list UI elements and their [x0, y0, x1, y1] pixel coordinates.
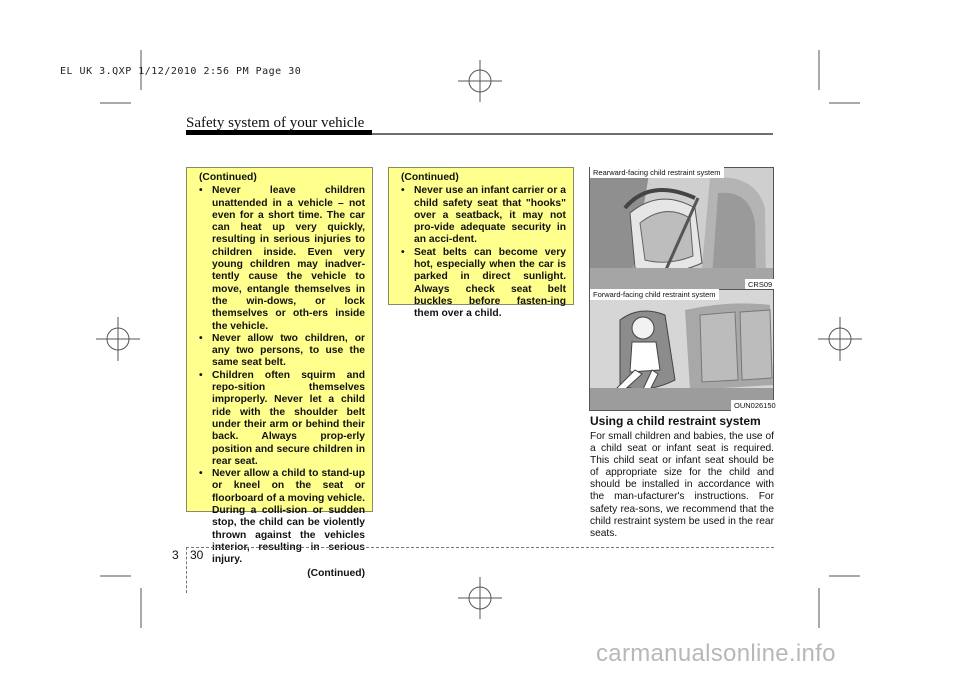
- warning-item: • Never allow a child to stand-up or kneel on the seat or floorboard of a moving vehicle. During a colli-sion or sudden stop, the child can be violently thrown against the vehicles interior, resulting in serious injury.: [199, 468, 365, 566]
- site-watermark: carmanualsonline.info: [596, 640, 836, 667]
- continued-label: (Continued): [199, 172, 257, 183]
- warning-item: • Seat belts can become very hot, especially when the car is parked in direct sunlight. Always check seat belt buckles before fasten-ing them over a child.: [401, 247, 566, 321]
- page-header-title: Safety system of your vehicle: [186, 115, 365, 131]
- warning-item: • Never allow two children, or any two persons, to use the same seat belt.: [199, 333, 365, 370]
- page-number: 30: [190, 548, 204, 562]
- continued-label: (Continued): [307, 567, 365, 579]
- footer-divider: [186, 547, 187, 593]
- continued-label: (Continued): [401, 172, 459, 183]
- warning-list: [401, 185, 566, 320]
- footer-rule: [186, 547, 774, 548]
- warning-item: • Never leave children unattended in a vehicle – not even for a short time. The car can heat up very quickly, resulting in serious injuries to children inside. Even very young children may inadver-tently cause the vehicle to move, entangle themselves in the win-dows, or lock themselves or oth-ers inside the vehicle.: [199, 185, 365, 333]
- forward-facing-seat-illustration: [589, 289, 774, 411]
- section-body-text: For small children and babies, the use of a child seat or infant seat is required. This child seat or infant seat should be of appropriate size for the child and should be installed in accordance with the man-ufacturer's instructions. For safety rea-sons, we recommend that the child restraint system be used in the rear seats.: [590, 431, 774, 539]
- figure-code: OUN026150: [731, 400, 779, 411]
- chapter-number: 3: [172, 548, 179, 562]
- child-seat-drawing: [590, 290, 773, 410]
- warning-item: • Never use an infant carrier or a child safety seat that "hooks" over a seatback, it may not pro-vide adequate security in an acci-dent.: [401, 185, 566, 246]
- car-seat-drawing: [590, 168, 773, 289]
- warning-item: • Children often squirm and repo-sition themselves improperly. Never let a child ride with the shoulder belt under their arm or behind their back. Always prop-erly position and secure children in rear seat.: [199, 370, 365, 468]
- print-slug-line: EL UK 3.QXP 1/12/2010 2:56 PM Page 30: [60, 66, 302, 77]
- figure-caption: Rearward-facing child restraint system: [590, 167, 724, 178]
- rearward-facing-seat-illustration: [589, 167, 774, 290]
- warning-list: [199, 185, 365, 566]
- figure-code: CRS09: [745, 279, 775, 290]
- figure-caption: Forward-facing child restraint system: [590, 289, 719, 300]
- section-heading: Using a child restraint system: [590, 414, 761, 428]
- warning-box-middle: [388, 167, 574, 320]
